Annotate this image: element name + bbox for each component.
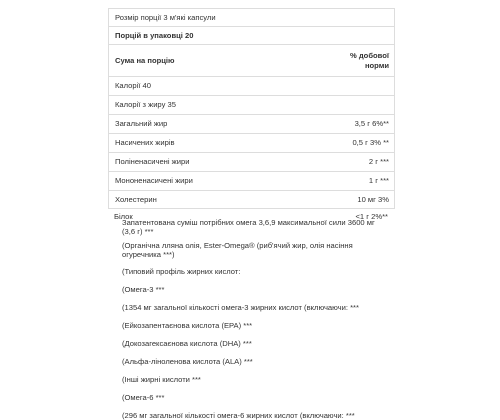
table-row <box>109 172 394 191</box>
table-header-row <box>109 45 394 77</box>
nutrient-label: Поліненасичені жири <box>115 157 190 167</box>
nutrient-value: 10 мг 3% <box>357 194 389 204</box>
table-row <box>109 153 394 172</box>
daily-value-header-line2: норми <box>364 60 389 70</box>
serving-size-label: Розмір порції 3 м'які капсули <box>115 12 216 22</box>
note-proprietary-blend: Запатентована суміш потрібних омега 3,6,9 максимальної сили 3600 мг (3,6 г) *** <box>122 218 375 237</box>
amount-per-serving-header: Сума на порцію <box>115 55 175 65</box>
nutrient-value: 2 г *** <box>368 157 389 167</box>
note-fatty-acid-profile: (Типовий профіль жирних кислот: <box>122 267 241 276</box>
nutrient-value: 1 г *** <box>368 176 389 186</box>
supplement-facts-panel <box>108 8 393 420</box>
nutrient-label: Калорії з жиру 35 <box>115 100 176 110</box>
table-row <box>109 191 394 209</box>
daily-value-header <box>350 51 389 71</box>
note-epa: (Ейкозапентаєнова кислота (EPA) *** <box>122 321 253 330</box>
nutrient-label: Холестерин <box>115 194 157 204</box>
note-omega-6-total: (296 мг загальної кількості омега-6 жирних кислот (включаючи: *** <box>122 411 355 420</box>
note-ingredients: (Органічна лляна олія, Ester-Omega® (риб'ячий жир, олія насіння огуречника ***) <box>122 241 353 260</box>
supplement-facts-table <box>108 8 395 209</box>
serving-size-row <box>109 9 394 27</box>
servings-per-container-label: Порцій в упаковці 20 <box>115 30 194 40</box>
nutrient-value: 0,5 г 3% ** <box>352 138 389 148</box>
nutrient-value: <1 г 2%** <box>355 212 388 222</box>
table-row <box>109 77 394 96</box>
servings-per-container-row <box>109 27 394 45</box>
table-row <box>109 115 394 134</box>
table-row <box>109 96 394 115</box>
daily-value-header-line1: % добової <box>350 50 389 60</box>
nutrient-label: Загальний жир <box>115 119 168 129</box>
nutrient-label: Калорії 40 <box>115 81 151 91</box>
nutrient-label: Білок <box>114 212 133 222</box>
nutrient-value: 3,5 г 6%** <box>354 119 389 129</box>
note-dha: (Докозагексаєнова кислота (DHA) *** <box>122 339 252 348</box>
nutrient-label: Мононенасичені жири <box>115 176 193 186</box>
nutrient-label: Насичених жирів <box>115 138 175 148</box>
note-ala: (Альфа-ліноленова кислота (ALA) *** <box>122 357 253 366</box>
note-omega-3-total: (1354 мг загальної кількості омега-3 жирних кислот (включаючи: *** <box>122 303 359 312</box>
note-omega-6: (Омега-6 *** <box>122 393 165 402</box>
note-other-fatty-acids: (Інші жирні кислоти *** <box>122 375 201 384</box>
table-row <box>109 134 394 153</box>
note-omega-3: (Омега-3 *** <box>122 285 165 294</box>
